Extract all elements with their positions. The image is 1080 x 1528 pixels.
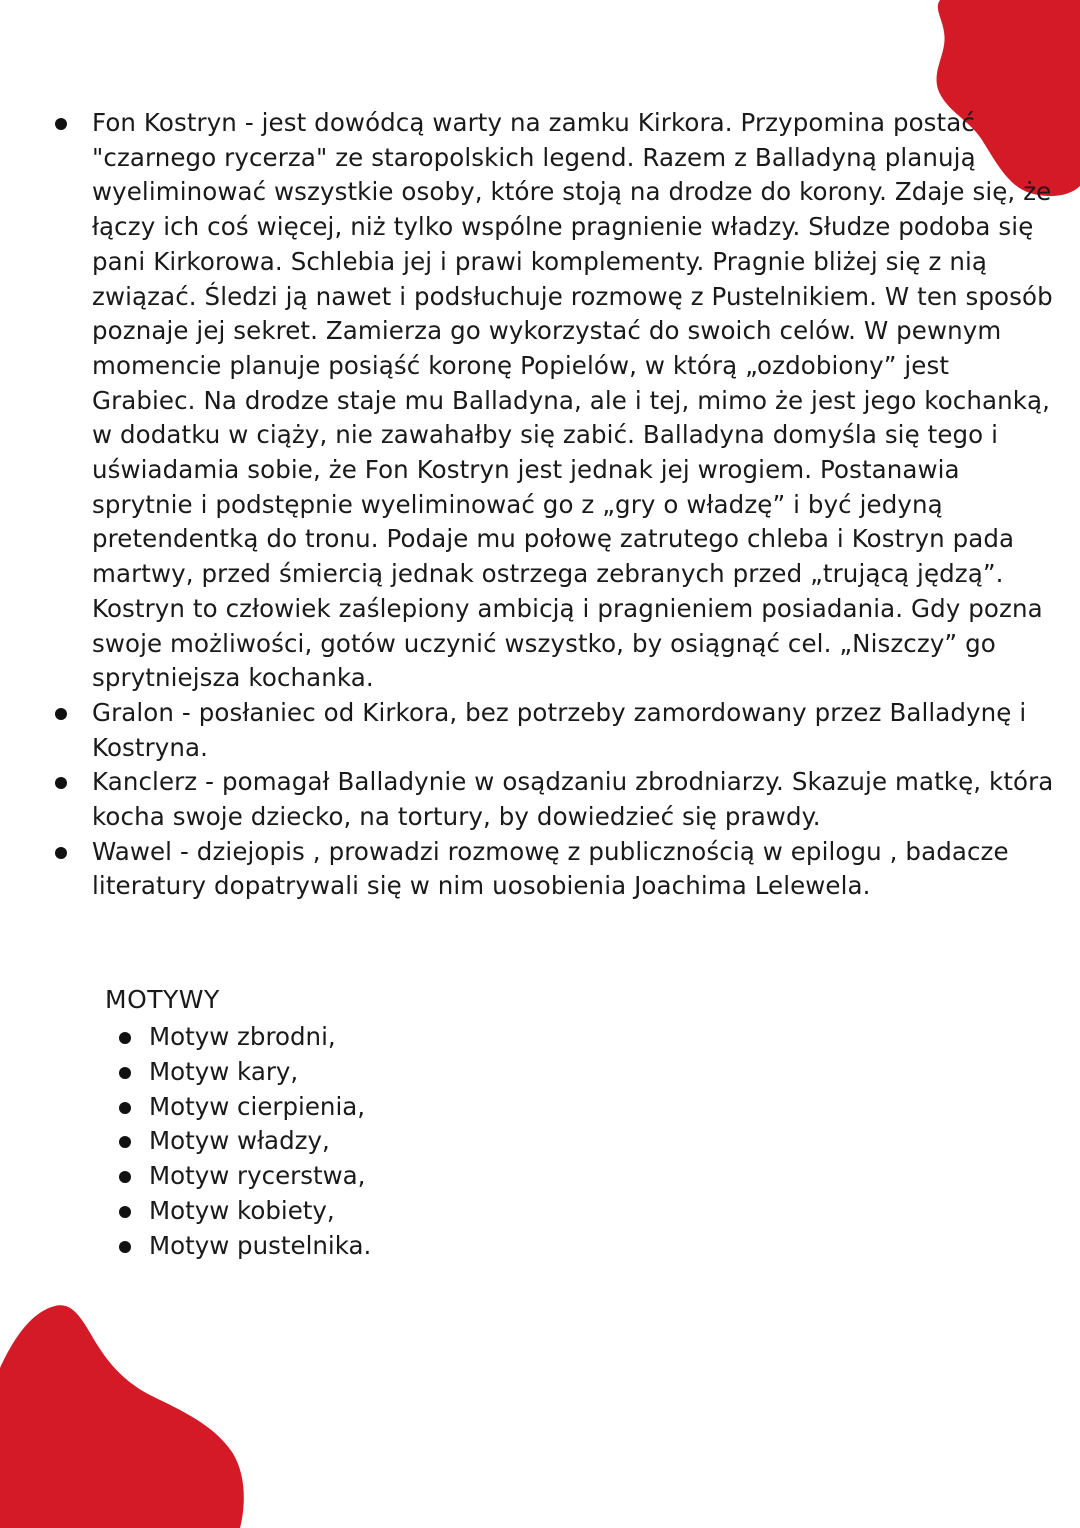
red-blob-decoration-bottom: [0, 1298, 250, 1528]
bullet-dot: [55, 777, 67, 789]
motif-item: [105, 1194, 605, 1229]
character-text: Gralon - posłaniec od Kirkora, bez potrzeby zamordowany przez Balladynę i Kostryna.: [92, 697, 1027, 762]
motif-text: Motyw rycerstwa,: [149, 1161, 366, 1191]
bullet-dot: [119, 1032, 131, 1044]
bullet-dot: [119, 1067, 131, 1079]
bullet-dot: [55, 118, 67, 130]
motif-list: [105, 1020, 605, 1264]
bullet-dot: [119, 1206, 131, 1218]
motif-item: [105, 1090, 605, 1125]
character-item-wawel: [55, 835, 1055, 904]
bullet-dot: [119, 1102, 131, 1114]
character-descriptions: [55, 106, 1055, 904]
character-item-fon-kostryn: [55, 106, 1055, 696]
character-list: [55, 106, 1055, 904]
character-item-gralon: [55, 696, 1055, 765]
character-text: Wawel - dziejopis , prowadzi rozmowę z publicznością w epilogu , badacze literatury dopatrywali się w nim uosobienia Joachima Lelewela.: [92, 836, 1009, 901]
motif-text: Motyw pustelnika.: [149, 1230, 372, 1260]
motifs-heading: MOTYWY: [105, 985, 220, 1014]
motif-text: Motyw kary,: [149, 1056, 299, 1086]
character-text: Kanclerz - pomagał Balladynie w osądzaniu zbrodniarzy. Skazuje matkę, która kocha swoje dziecko, na tortury, by dowiedzieć się prawdy.: [92, 767, 1054, 832]
character-item-kanclerz: [55, 765, 1055, 834]
bullet-dot: [55, 847, 67, 859]
motif-item: [105, 1229, 605, 1264]
motifs-section: [105, 982, 605, 1264]
motif-item: [105, 1020, 605, 1055]
character-text: Fon Kostryn - jest dowódcą warty na zamku Kirkora. Przypomina postać "czarnego rycerza" ze staropolskich legend. Razem z Balladyną planują wyeliminować wszystkie osoby, które stoją na drodze do korony. Zdaje się, że łączy ich coś więcej, niż tylko wspólne pragnienie władzy. Słudze podoba się pani Kirkorowa. Schlebia jej i prawi komplementy. Pragnie bliżej się z nią związać. Śledzi ją nawet i podsłuchuje rozmowę z Pustelnikiem. W ten sposób poznaje jej sekret. Zamierza go wykorzystać do swoich celów. W pewnym momencie planuje posiąść koronę Popielów, w którą „ozdobiony” jest Grabiec. Na drodze staje mu Balladyna, ale i tej, mimo że jest jego kochanką, w dodatku w ciąży, nie zawahałby się zabić. Balladyna domyśla się tego i uświadamia sobie, że Fon Kostryn jest jednak jej wrogiem. Postanawia sprytnie i podstępnie wyeliminować go z „gry o władzę” i być jedyną pretendentką do tronu. Podaje mu połowę zatrutego chleba i Kostryn pada martwy, przed śmiercią jednak ostrzega zebranych przed „trującą jędzą”. Kostryn to człowiek zaślepiony ambicją i pragnieniem posiadania. Gdy pozna swoje możliwości, gotów uczynić wszystko, by osiągnąć cel. „Niszczy” go sprytniejsza kochanka.: [92, 108, 1053, 693]
bullet-dot: [119, 1171, 131, 1183]
motif-text: Motyw cierpienia,: [149, 1091, 366, 1121]
bullet-dot: [55, 708, 67, 720]
bullet-dot: [119, 1241, 131, 1253]
motif-text: Motyw zbrodni,: [149, 1022, 336, 1051]
motif-text: Motyw władzy,: [149, 1126, 330, 1156]
motif-item: [105, 1055, 605, 1090]
motif-text: Motyw kobiety,: [149, 1195, 335, 1225]
motif-item: [105, 1124, 605, 1159]
bullet-dot: [119, 1136, 131, 1148]
motif-item: [105, 1159, 605, 1194]
